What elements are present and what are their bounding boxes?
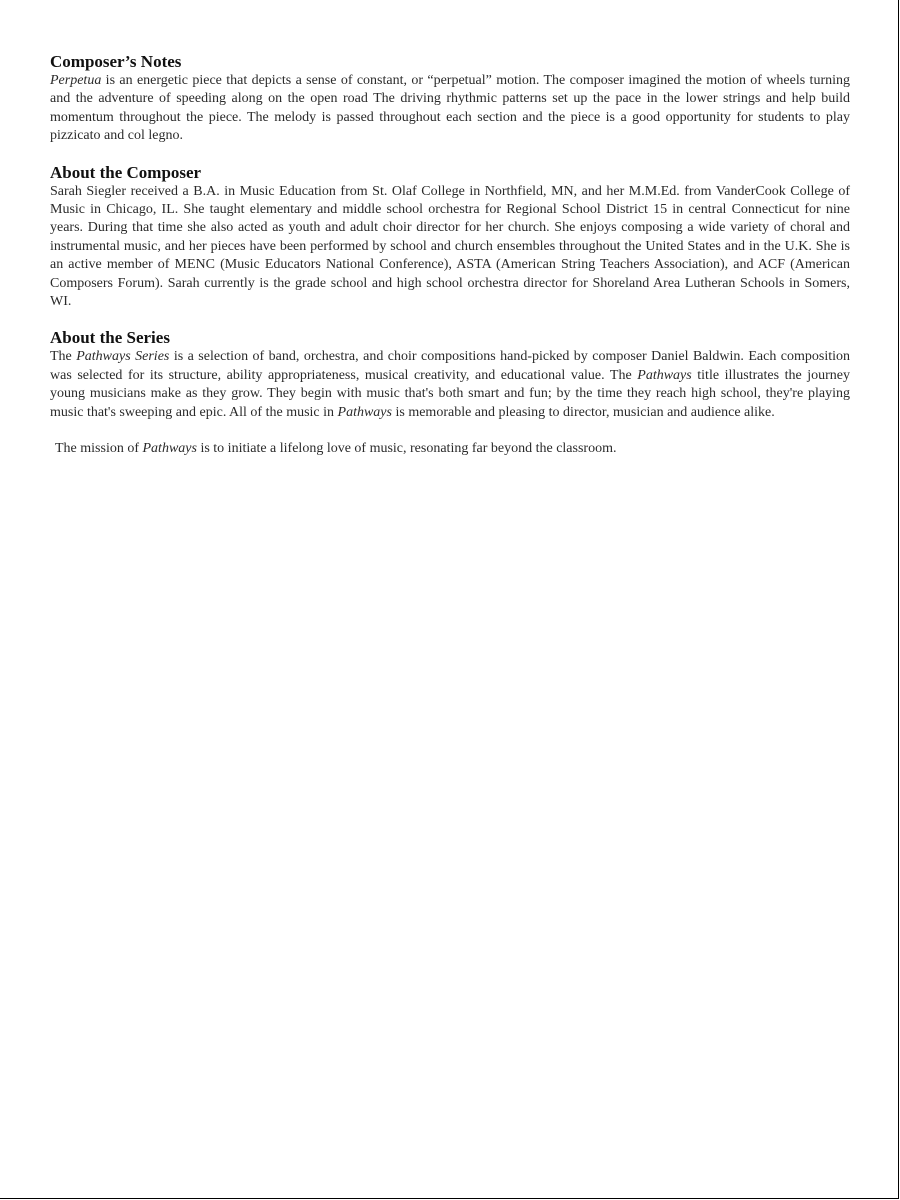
composer-notes-heading: Composer’s Notes <box>50 52 182 71</box>
series-name: Pathways <box>142 441 197 457</box>
series-text: title illustrates the journey young musicians make as they grow. They begin with music that's both smart and fun; by the time they reach high school, they're playing music that's sweeping and epic. All of the music in <box>50 367 851 420</box>
about-series-section <box>50 328 850 458</box>
series-text: The <box>50 349 77 365</box>
series-name: Pathways <box>337 404 392 420</box>
about-series-heading: About the Series <box>50 328 170 348</box>
mission-paragraph <box>50 440 850 458</box>
mission-text: is to initiate a lifelong love of music, resonating far beyond the classroom. <box>196 441 617 457</box>
about-series-paragraph <box>50 348 850 422</box>
about-composer-heading: About the Composer <box>50 162 202 182</box>
about-composer-section <box>50 163 850 312</box>
series-text: is a selection of band, orchestra, and choir compositions hand-picked by composer Daniel Baldwin. Each composition was selected for its structure, ability appropriateness, musical creativity, and educational value. The <box>50 349 851 383</box>
series-text: is memorable and pleasing to director, musician and audience alike. <box>391 404 775 420</box>
about-composer-paragraph: Sarah Siegler received a B.A. in Music Education from St. Olaf College in Northfield, MN, and her M.M.Ed. from VanderCook College of Music in Chicago, IL. She taught elementary and middle school orchestra for Regional School District 15 in central Connecticut for nine years. During that time she also acted as youth and adult choir director for her church. She enjoys composing a wide variety of choral and instrumental music, and her pieces have been performed by school and church ensembles throughout the United States and in the U.K. She is an active member of MENC (Music Educators National Conference), ASTA (American String Teachers Association), and ACF (American Composers Forum). Sarah currently is the grade school and high school orchestra director for Shoreland Area Lutheran Schools in Somers, WI. <box>50 183 850 310</box>
series-name: Pathways Series <box>76 349 170 365</box>
series-name: Pathways <box>637 367 692 383</box>
composer-notes-section <box>50 52 850 146</box>
composer-notes-text: is an energetic piece that depicts a sense of constant, or “perpetual” motion. The composer imagined the motion of wheels turning and the adventure of speeding along on the open road The driving rhythmic patterns set up the pace in the lower strings and help build momentum throughout the piece. The melody is passed throughout each section and the piece is a good opportunity for students to play pizzicato and col legno. <box>50 73 850 144</box>
composer-notes-paragraph <box>50 72 850 146</box>
document-content <box>50 52 850 459</box>
mission-text: The mission of <box>55 441 143 457</box>
piece-title: Perpetua <box>50 73 102 88</box>
